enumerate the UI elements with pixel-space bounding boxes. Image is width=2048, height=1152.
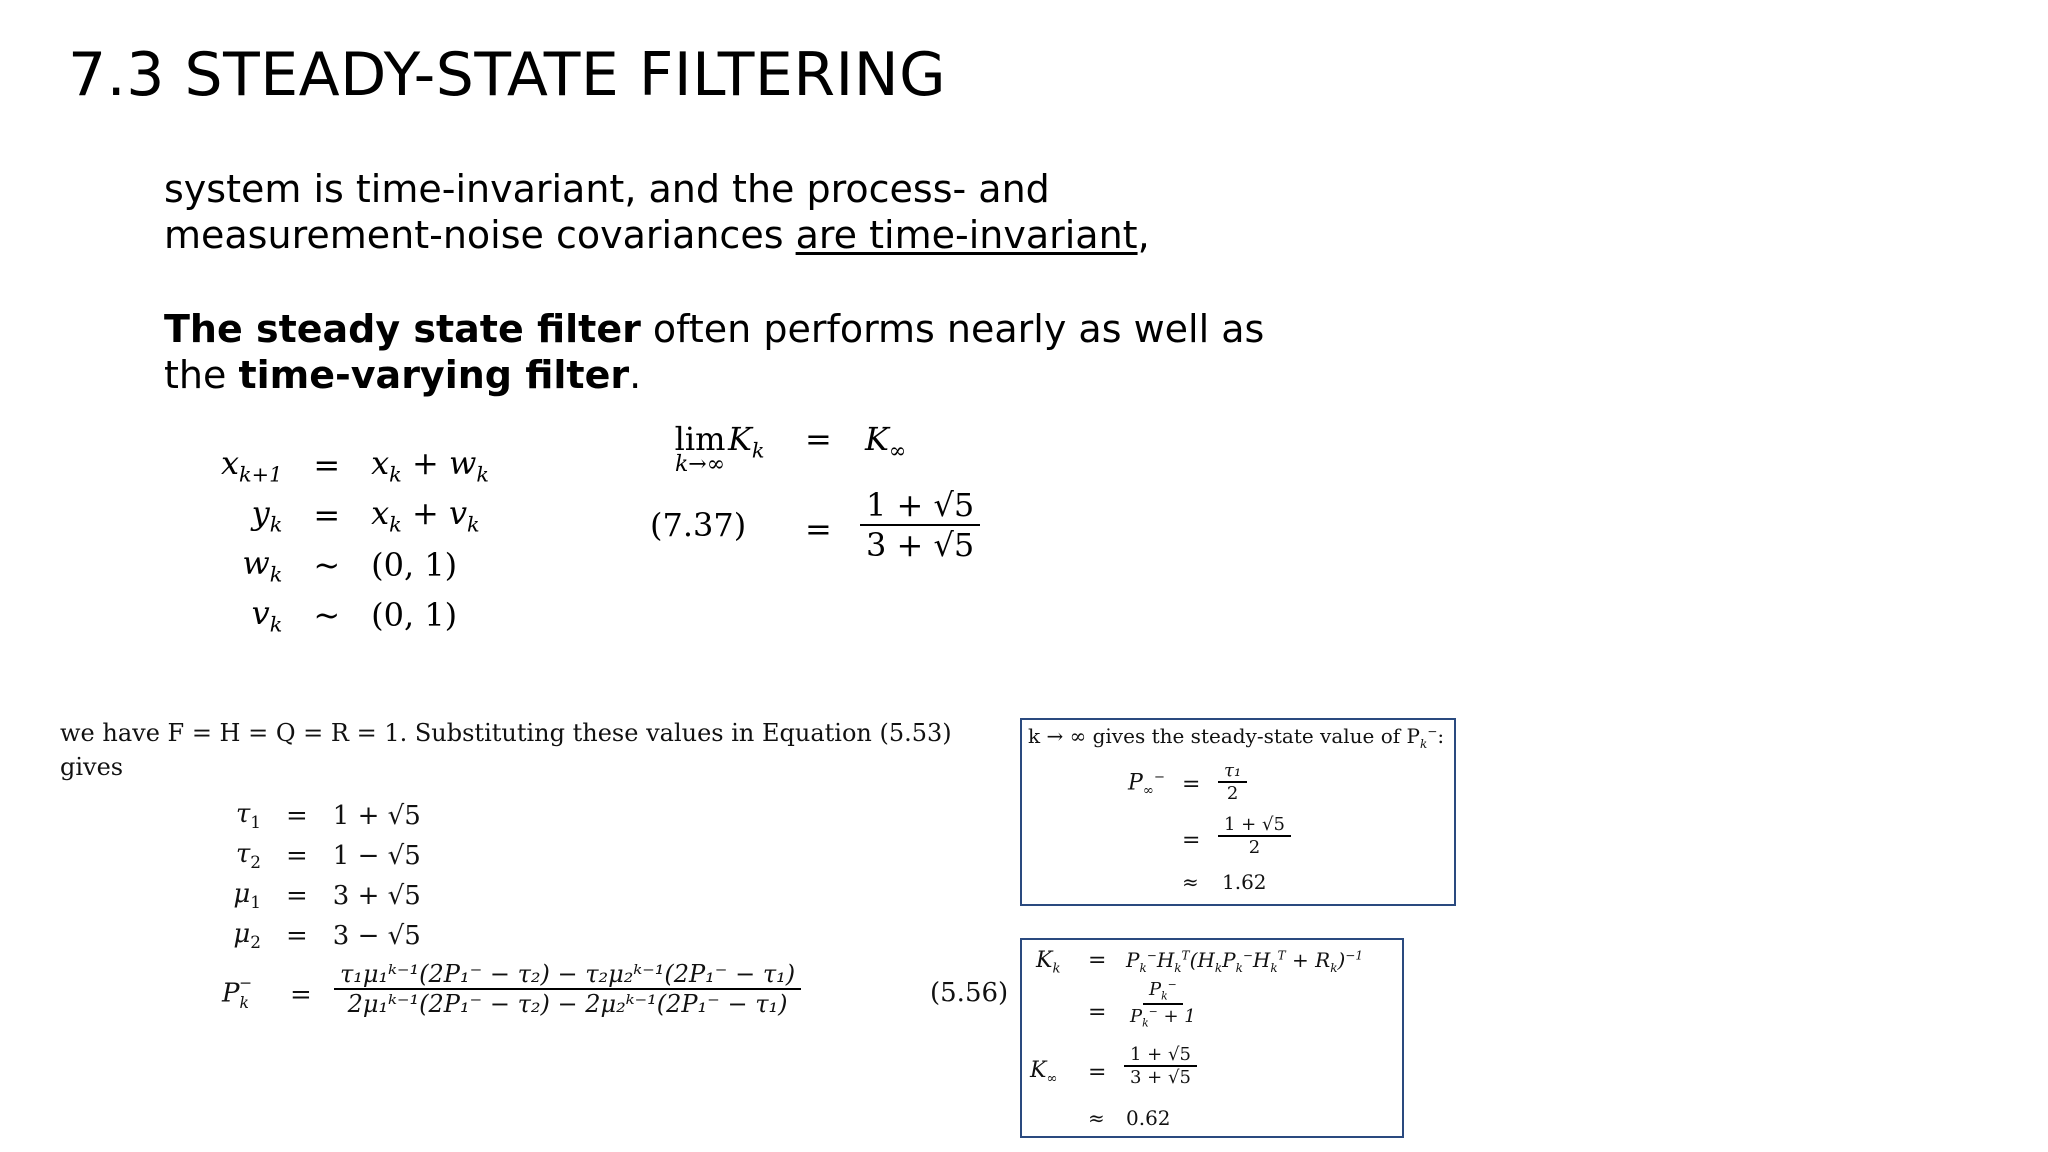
eq-lhs-sub: 1	[250, 812, 261, 833]
box2-rhs-h-sub: k	[1174, 961, 1182, 975]
paragraph-2-plain-2: the	[164, 353, 239, 397]
limit-equation	[650, 420, 1000, 590]
pk-lhs-sub: k	[239, 993, 249, 1012]
box1-op-3: ≈	[1182, 870, 1199, 894]
eq-rhs-tail: + w	[401, 443, 477, 482]
box1-frac1-denominator: 2	[1226, 783, 1239, 804]
excerpt-equations	[220, 796, 422, 956]
lim-sub: k→∞	[674, 452, 726, 477]
eq-lhs-sub: 2	[250, 932, 261, 953]
box2-frac2-denominator: 3 + √5	[1130, 1067, 1191, 1088]
eq-rhs: 1 + √5	[332, 801, 421, 831]
pk-denominator: 2μ₁ᵏ⁻¹(2P₁⁻ − τ₂) − 2μ₂ᵏ⁻¹(2P₁⁻ − τ₁)	[347, 990, 788, 1018]
eq-lhs-sub: k	[269, 562, 283, 587]
box2-frac2-numerator: 1 + √5	[1124, 1044, 1197, 1067]
slide-title: 7.3 STEADY-STATE FILTERING	[68, 40, 947, 110]
pk-equation-label: (5.56)	[930, 978, 1009, 1008]
box2-rhs-p-sup: −	[1146, 948, 1157, 963]
box1-op-1: =	[1182, 772, 1201, 797]
box2-frac1-numerator-sub: k	[1161, 989, 1168, 1003]
eq-op: =	[313, 446, 341, 484]
eq-op: =	[286, 881, 308, 911]
system-eq-row	[220, 590, 490, 640]
pk-numerator: τ₁μ₁ᵏ⁻¹(2P₁⁻ − τ₂) − τ₂μ₂ᵏ⁻¹(2P₁⁻ − τ₁)	[334, 960, 801, 990]
box2-lhs-1-sub: k	[1052, 961, 1061, 977]
paragraph-2-line-1	[164, 306, 1264, 352]
eq-lhs: y	[251, 493, 270, 532]
box2-frac1-numerator-sup: −	[1167, 978, 1177, 991]
eq-lhs-sub: k	[269, 612, 283, 637]
eq-rhs: x	[371, 443, 390, 482]
k-inf-symbol: K	[865, 420, 889, 458]
fraction-denominator: 3 + √5	[866, 526, 975, 564]
box2-lhs-3: K	[1030, 1058, 1047, 1083]
box2-fraction-2	[1124, 1044, 1197, 1088]
eq-rhs: (0, 1)	[371, 546, 458, 584]
box1-header-text: k → ∞ gives the steady-state value of P	[1028, 724, 1421, 748]
box1-header	[1028, 724, 1444, 751]
excerpt-eq-row	[220, 876, 422, 916]
eq-lhs: x	[221, 443, 240, 482]
box2-frac1-denominator-sup: −	[1148, 1004, 1158, 1018]
pk-formula	[222, 960, 822, 1040]
eq-rhs: x	[371, 493, 390, 532]
bold-steady-state-filter: The steady state filter	[164, 307, 641, 351]
box2-approx-value: 0.62	[1126, 1106, 1171, 1130]
paragraph-2-plain-1: often performs nearly as well as	[640, 307, 1265, 351]
excerpt-eq-row	[220, 796, 422, 836]
box2-rhs-end: )	[1337, 948, 1346, 972]
eq-op: =	[313, 496, 341, 534]
box1-lhs-sup: −	[1153, 770, 1165, 785]
box2-rhs-h2-sub: k	[1270, 961, 1278, 975]
system-eq-row	[220, 440, 490, 490]
box1-fraction-1	[1218, 760, 1247, 804]
excerpt-intro-line-2: gives	[60, 753, 124, 781]
eq-rhs-tail-sub: k	[476, 462, 489, 487]
box2-rhs-tail: + R	[1285, 948, 1331, 972]
paragraph-1-line-1: system is time-invariant, and the process- and	[164, 167, 1050, 211]
box2-op-3: =	[1088, 1060, 1107, 1085]
excerpt-eq-row	[220, 836, 422, 876]
eq-op: =	[286, 801, 308, 831]
box1-lhs: P	[1128, 770, 1143, 796]
box1-header-sup: −	[1427, 724, 1438, 739]
box2-fraction-1	[1124, 978, 1202, 1029]
underlined-phrase: are time-invariant	[795, 213, 1138, 257]
k-inf-fraction	[860, 486, 980, 564]
eq-rhs-tail-sub: k	[467, 512, 480, 537]
eq-lhs-sub: k	[269, 512, 283, 537]
box2-frac1-numerator-text: P	[1148, 979, 1162, 1000]
box1-fraction-2	[1218, 814, 1291, 858]
eq-rhs: 3 + √5	[332, 881, 421, 911]
box2-gain-expression: $P_k^-H_k^T(H_kP_k^-H_k^T + R_k)^{-1}$	[1126, 948, 1363, 975]
pk-op: =	[290, 980, 312, 1010]
eq-lhs: μ	[233, 919, 251, 950]
eq-sign-2: =	[805, 510, 832, 548]
paragraph-2-line-2	[164, 352, 1264, 398]
eq-sign-1: =	[805, 420, 832, 458]
eq-op: =	[286, 921, 308, 951]
box2-rhs-h: H	[1156, 948, 1175, 972]
pk-lhs: P	[222, 978, 240, 1009]
box2-lhs-3-sub: ∞	[1046, 1071, 1058, 1087]
eq-op: ~	[313, 546, 341, 584]
inf-sub: ∞	[888, 438, 907, 463]
paragraph-2	[164, 306, 1264, 398]
box2-op-1: =	[1088, 948, 1107, 973]
box2-lhs-1: K	[1036, 948, 1053, 973]
eq-rhs: 3 − √5	[332, 921, 421, 951]
eq-rhs: (0, 1)	[371, 596, 458, 634]
eq-lhs: τ	[235, 839, 251, 870]
k-symbol: K	[728, 420, 752, 458]
system-eq-row	[220, 540, 490, 590]
eq-lhs: μ	[233, 879, 251, 910]
steady-state-k-box	[1020, 938, 1404, 1138]
bold-time-varying-filter: time-varying filter	[238, 353, 630, 397]
pk-fraction	[334, 960, 801, 1018]
paragraph-1-end: ,	[1137, 213, 1150, 257]
box2-rhs-h2-sup: T	[1277, 948, 1286, 963]
paragraph-1-line-2	[164, 212, 1150, 258]
box1-frac2-numerator: 1 + √5	[1218, 814, 1291, 837]
eq-rhs-tail: + v	[401, 493, 468, 532]
box2-rhs-inverse: −1	[1345, 948, 1363, 963]
box2-frac1-denominator: $P_k^- + 1$	[1130, 1004, 1196, 1030]
steady-state-p-box	[1020, 718, 1456, 906]
box1-op-2: =	[1182, 828, 1201, 853]
eq-lhs: v	[251, 593, 270, 632]
eq-op: =	[286, 841, 308, 871]
box2-frac1-denominator-sub: k	[1142, 1016, 1149, 1030]
box1-frac2-denominator: 2	[1248, 837, 1261, 858]
box2-rhs-p2-sub: k	[1235, 961, 1243, 975]
eq-rhs-sub: k	[389, 512, 402, 537]
excerpt-intro-line-1: we have F = H = Q = R = 1. Substituting these values in Equation (5.53)	[60, 719, 952, 747]
box2-rhs-paren-sub: k	[1214, 961, 1223, 975]
box1-lhs-sub: ∞	[1142, 783, 1154, 799]
box1-header-colon: :	[1437, 724, 1445, 748]
box2-rhs-h-sup: T	[1181, 948, 1190, 963]
box2-rhs-r-sub: k	[1330, 961, 1338, 975]
eq-lhs-sub: 2	[250, 852, 261, 873]
box2-op-4: ≈	[1088, 1106, 1105, 1130]
box1-header-sub: k	[1420, 737, 1428, 751]
equation-label: (7.37)	[650, 506, 747, 544]
eq-lhs-sub: 1	[250, 892, 261, 913]
box2-frac1-numerator	[1143, 978, 1183, 1005]
box2-rhs-p: P	[1126, 948, 1140, 972]
excerpt-intro	[60, 716, 952, 784]
paragraph-1-plain: measurement-noise covariances	[164, 213, 796, 257]
eq-lhs-sub: k+1	[239, 462, 283, 487]
lim-text: lim	[674, 420, 726, 458]
box1-frac1-numerator: τ₁	[1218, 760, 1247, 783]
eq-lhs: w	[242, 543, 270, 582]
box2-rhs-p2-sup: −	[1242, 948, 1253, 963]
eq-lhs: τ	[235, 799, 251, 830]
system-equations	[220, 440, 490, 640]
paragraph-1	[164, 166, 1150, 258]
box1-approx-value: 1.62	[1222, 870, 1267, 894]
fraction-numerator: 1 + √5	[860, 486, 980, 526]
eq-rhs-sub: k	[389, 462, 402, 487]
system-eq-row	[220, 490, 490, 540]
box2-rhs-p-sub: k	[1139, 961, 1147, 975]
pk-lhs-sup: −	[238, 974, 253, 992]
box2-op-2: =	[1088, 1000, 1107, 1025]
eq-rhs: 1 − √5	[332, 841, 421, 871]
k-sub: k	[751, 438, 765, 463]
eq-op: ~	[313, 596, 341, 634]
paragraph-2-end: .	[629, 353, 642, 397]
box2-frac1-denominator-tail: + 1	[1157, 1005, 1196, 1027]
excerpt-eq-row	[220, 916, 422, 956]
box2-rhs-paren: (H	[1189, 948, 1215, 972]
